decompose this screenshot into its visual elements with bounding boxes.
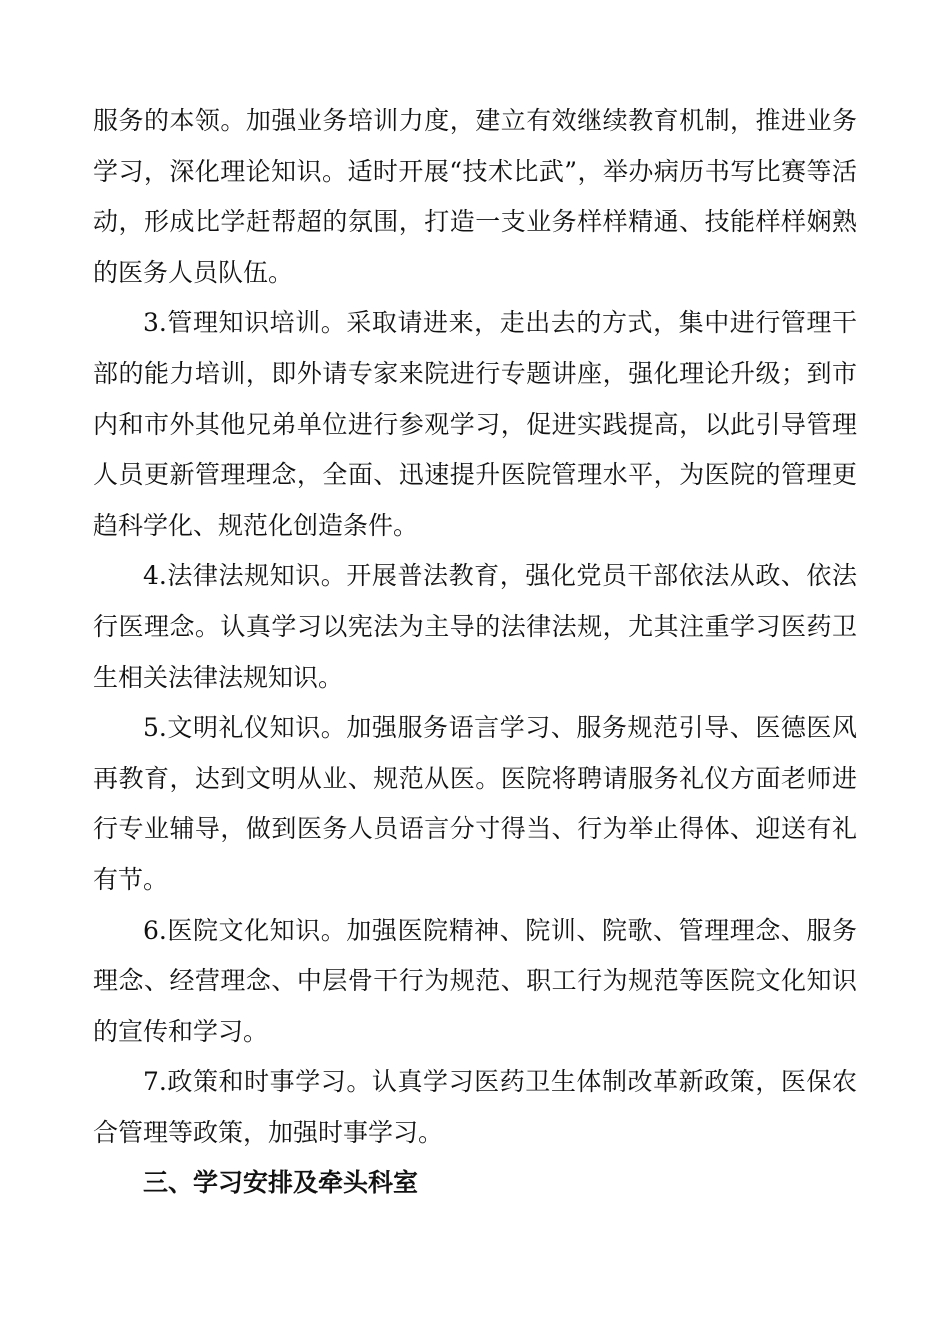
paragraph-management-training: 3.管理知识培训。采取请进来，走出去的方式，集中进行管理干部的能力培训，即外请专家来院进行专题讲座，强化理论升级；到市内和市外其他兄弟单位进行参观学习，促进实践提高，以此引导管理人员更新管理理念，全面、迅速提升医院管理水平，为医院的管理更趋科学化、规范化创造条件。 [93,308,857,540]
document-page [93,96,857,1209]
section-heading: 三、学习安排及牵头科室 [143,1168,419,1198]
paragraph-policy-study: 7.政策和时事学习。认真学习医药卫生体制改革新政策，医保农合管理等政策，加强时事学习。 [93,1067,857,1147]
paragraph-continuation: 服务的本领。加强业务培训力度，建立有效继续教育机制，推进业务学习，深化理论知识。适时开展“技术比武”，举办病历书写比赛等活动，形成比学赶帮超的氛围，打造一支业务样样精通、技能样样娴熟的医务人员队伍。 [93,106,857,287]
paragraph-etiquette-knowledge: 5.文明礼仪知识。加强服务语言学习、服务规范引导、医德医风再教育，达到文明从业、规范从医。医院将聘请服务礼仪方面老师进行专业辅导，做到医务人员语言分寸得当、行为举止得体、迎送有礼有节。 [93,713,857,894]
paragraph-hospital-culture: 6.医院文化知识。加强医院精神、院训、院歌、管理理念、服务理念、经营理念、中层骨干行为规范、职工行为规范等医院文化知识的宣传和学习。 [93,915,857,1046]
paragraph-law-knowledge: 4.法律法规知识。开展普法教育，强化党员干部依法从政、依法行医理念。认真学习以宪法为主导的法律法规，尤其注重学习医药卫生相关法律法规知识。 [93,561,857,692]
